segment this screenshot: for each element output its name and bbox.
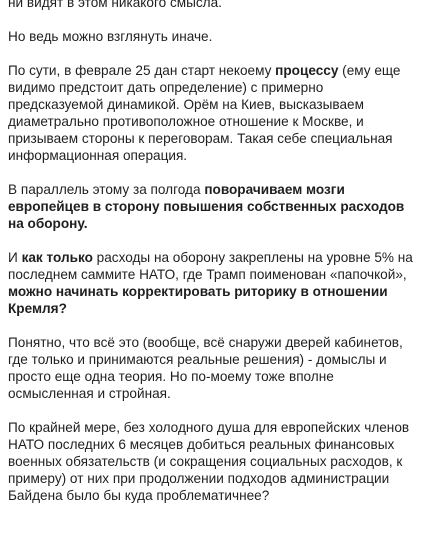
paragraph-3-bold: поворачиваем мозги европейцев в сторону повышения собственных расходов на оборону. [8,182,405,231]
paragraph-6: По крайней мере, без холодного душа для европейских членов НАТО последних 6 месяцев добиться реальных финансовых военных обязательств (и сокращения социальных расходов, к примеру) от них при продолжении подходов администрации Байдена было бы куда проблематичнее? [8,420,410,503]
paragraph-2-text-a: По сути, в феврале 25 дан старт некоему [8,63,276,78]
paragraph-2 [8,62,418,164]
paragraph-2-bold: процессу [275,63,339,78]
paragraph-2-text-c: (ему еще видимо предстоит дать определение) с примерно предсказуемой динамикой. Орём на Киев, высказываем диаметрально противоположное отношение к Москве, и призываем стороны к переговорам. Такая себе специальная информационная операция. [8,63,401,163]
paragraph-1: Но ведь можно взглянуть иначе. [8,29,213,44]
paragraph-4-text-a: И [8,250,22,265]
paragraph-5: Понятно, что всё это (вообще, всё снаружи дверей кабинетов, где только и принимаются реальные решения) - домыслы и просто еще одна теория. Но по-моему тоже вполне осмысленная и стройная. [8,335,403,401]
paragraph-3-text-a: В параллель этому за полгода [8,182,205,197]
paragraph-4 [8,249,418,317]
paragraph-3 [8,181,418,232]
paragraph-4-bold-1: как только [21,250,93,265]
message-body [8,0,418,521]
cut-off-line: ни видят в этом никакого смысла. [8,0,222,10]
paragraph-4-text-c: расходы на оборону закреплены на уровне 5% на последнем саммите НАТО, где Трамп поименован «папочкой», [8,250,413,282]
paragraph-4-bold-2: можно начинать корректировать риторику в отношении Кремля? [8,284,388,316]
